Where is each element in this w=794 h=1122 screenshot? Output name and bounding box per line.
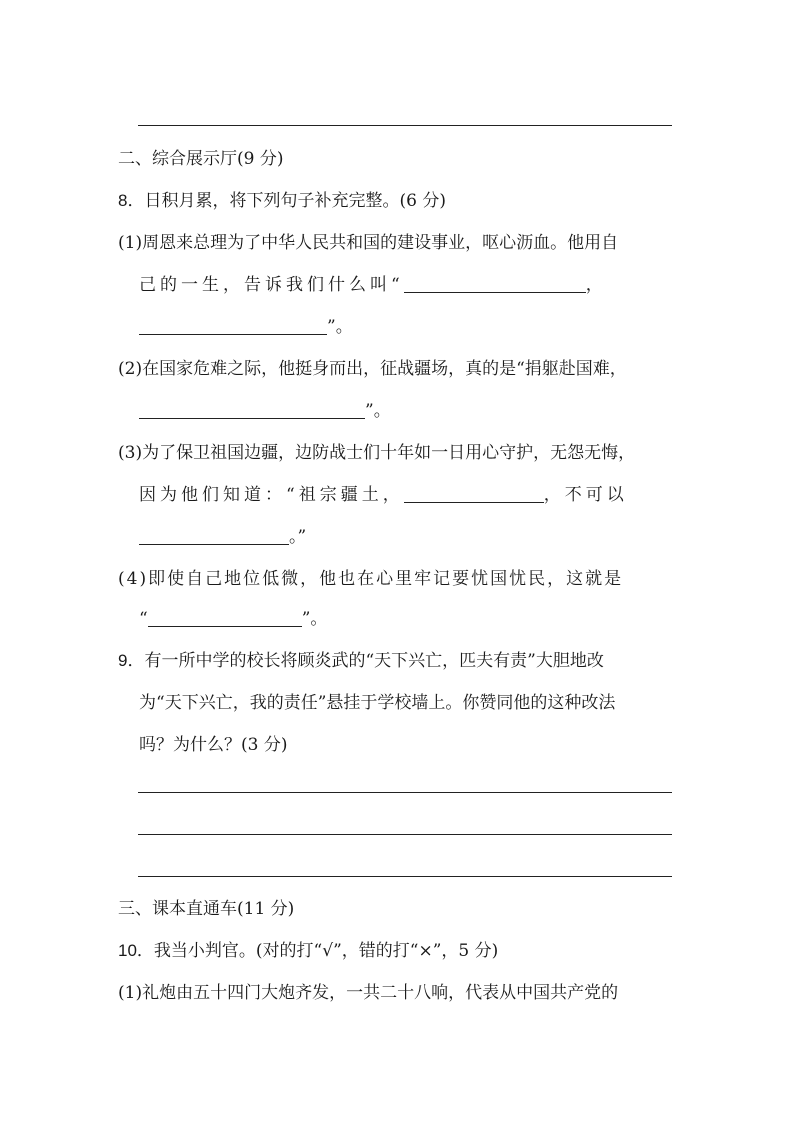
question-8-item-4: [118, 566, 678, 592]
question-text: 吗？为什么？(3 分): [139, 735, 288, 755]
section-title: 三、课本直通车(11 分): [118, 899, 295, 919]
question-text: 有一所中学的校长将顾炎武的“天下兴亡，匹夫有责”大胆地改: [144, 651, 604, 671]
item-text: (4)即使自己地位低微，他也在心里牢记要忧国忧民，这就是: [118, 569, 624, 589]
answer-line[interactable]: [138, 876, 672, 877]
item-text: ，: [585, 275, 607, 295]
question-number: 8．: [118, 191, 145, 210]
question-text: 为“天下兴亡，我的责任”悬挂于学校墙上。你赞同他的这种改法: [139, 693, 616, 713]
question-10-item-1: [118, 980, 678, 1006]
question-text: 日积月累，将下列句子补充完整。(6 分): [144, 191, 446, 211]
question-10-stem: [118, 938, 678, 964]
item-text: (1)周恩来总理为了中华人民共和国的建设事业，呕心沥血。他用自: [118, 233, 619, 253]
question-8-item-3-cont: [139, 524, 674, 550]
item-text: 因为他们知道：“祖宗疆土，: [139, 485, 404, 505]
item-text: ”。: [327, 317, 353, 337]
answer-line[interactable]: [138, 792, 672, 793]
question-9-stem-cont: [139, 732, 674, 758]
question-text: 我当小判官。(对的打“√”，错的打“×”，5 分): [153, 941, 499, 961]
fill-blank[interactable]: [139, 417, 365, 419]
section-heading: [118, 896, 678, 922]
item-text: ”。: [301, 609, 328, 629]
question-8-item-3: [118, 440, 678, 466]
fill-blank[interactable]: [148, 625, 302, 627]
question-8-item-3-cont: [139, 482, 674, 508]
question-9-stem-cont: [139, 690, 674, 716]
fill-blank[interactable]: [139, 543, 289, 545]
item-text: (2)在国家危难之际，他挺身而出，征战疆场，真的是“捐躯赴国难，: [118, 359, 627, 379]
question-8-item-2: [118, 356, 678, 382]
question-8-item-4-cont: [139, 606, 674, 632]
section-title: 二、综合展示厅(9 分): [118, 149, 284, 169]
question-number: 9．: [118, 651, 145, 670]
question-8-item-1: [118, 230, 678, 256]
item-text: ，不可以: [543, 485, 628, 505]
item-text: 。”: [289, 527, 307, 547]
question-8-item-1-cont: [139, 272, 674, 298]
item-text: ”。: [365, 401, 391, 421]
fill-blank[interactable]: [139, 333, 327, 335]
section-heading: [118, 146, 678, 172]
question-number: 10．: [118, 941, 154, 960]
item-text: 己的一生，告诉我们什么叫“: [139, 275, 404, 295]
question-8-item-1-cont: [139, 314, 674, 340]
item-text: “: [139, 609, 148, 629]
question-9-stem: [118, 648, 678, 674]
answer-line[interactable]: [138, 834, 672, 835]
question-8-item-2-cont: [139, 398, 674, 424]
question-8-stem: [118, 188, 678, 214]
answer-line: [138, 125, 672, 126]
fill-blank[interactable]: [404, 291, 586, 293]
fill-blank[interactable]: [404, 501, 544, 503]
item-text: (1)礼炮由五十四门大炮齐发，一共二十八响，代表从中国共产党的: [118, 983, 619, 1003]
item-text: (3)为了保卫祖国边疆，边防战士们十年如一日用心守护，无怨无悔，: [118, 443, 636, 463]
